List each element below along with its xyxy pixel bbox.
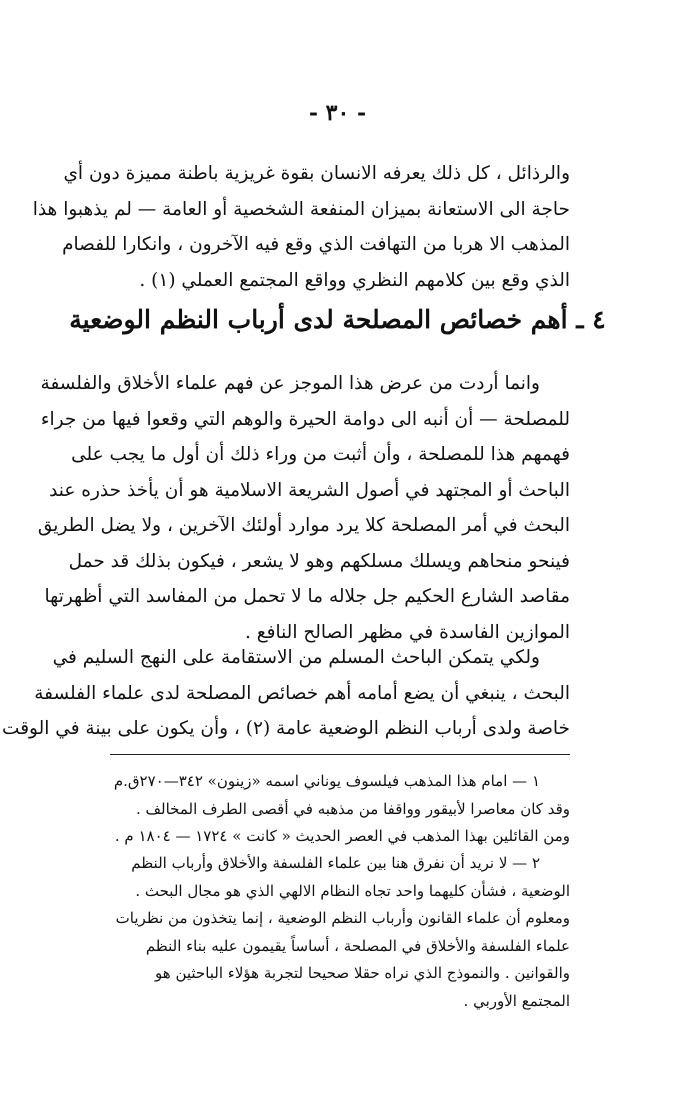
paragraph-3 (2, 640, 570, 747)
footnote-line: ٢ — لا نريد أن نفرق هنا بين علماء الفلسفة والأخلاق وأرباب النظم (131, 854, 540, 872)
footnote-line: علماء الفلسفة والأخلاق في المصلحة ، أساساً يقيمون عليه بناء النظم (145, 936, 570, 955)
footnote-line: ومعلوم أن علماء القانون وأرباب النظم الوضعية ، إنما يتخذون من نظريات (115, 909, 570, 927)
text-line: حاجة الى الاستعانة بميزان المنفعة الشخصية أو العامة — لم يذهبوا هذا (32, 198, 570, 220)
footnote-line: المجتمع الأوربي . (463, 991, 570, 1010)
paragraph-2 (37, 366, 570, 650)
text-line: وانما أردت من عرض هذا الموجز عن فهم علماء الأخلاق والفلسفة (40, 373, 540, 394)
footnote-line: ١ — امام هذا المذهب فيلسوف يوناني اسمه «زينون» ٣٤٢—٢٧٠ق.م (113, 772, 540, 790)
page-number: - ٣٠ - (308, 100, 367, 126)
text-line: فهمهم هذا للمصلحة ، وأن أثبت من وراء ذلك أن أول ما يجب على (71, 444, 570, 465)
footnote-line: ومن القائلين بهذا المذهب في العصر الحديث « كانت » ١٧٢٤ — ١٨٠٤ م . (114, 827, 570, 845)
footnote-2 (110, 850, 570, 1015)
text-line: والرذائل ، كل ذلك يعرفه الانسان بقوة غريزية باطنة مميزة دون أي (63, 163, 570, 184)
footnote-1 (110, 768, 570, 851)
text-line: ولكي يتمكن الباحث المسلم من الاستقامة على النهج السليم في (52, 647, 540, 668)
text-line: الباحث أو المجتهد في أصول الشريعة الاسلامية هو أن يأخذ حذره عند (49, 479, 570, 501)
text-line: المذهب الا هربا من التهافت الذي وقع فيه الآخرون ، وانكارا للفصام (62, 234, 570, 255)
text-line: الموازين الفاسدة في مظهر الصالح النافع . (245, 621, 570, 643)
text-line: فينحو منحاهم ويسلك مسلكهم وهو لا يشعر ، فيكون بذلك قد حمل (68, 550, 570, 572)
text-line: البحث في أمر المصلحة كلا يرد موارد أولئك الآخرين ، ولا يضل الطريق (37, 515, 570, 536)
footnote-line: وقد كان معاصرا لأبيقور وواقفا من مذهبه في أقصى الطرف المخالف . (135, 799, 570, 818)
text-line: خاصة ولدى أرباب النظم الوضعية عامة (٢) ، وأن يكون على بينة في الوقت (2, 718, 570, 739)
paragraph-1 (32, 156, 570, 298)
text-line: مقاصد الشارع الحكيم جل جلاله ما لا تحمل من المفاسد التي أظهرتها (44, 586, 570, 607)
footnote-divider (110, 754, 570, 755)
footnote-line: الوضعية ، فشأن كليهما واحد تجاه النظام الالهي الذي هو مجال البحث . (135, 881, 570, 900)
text-line: الذي وقع بين كلامهم النظري وواقع المجتمع العملي (١) . (139, 269, 570, 291)
text-line: البحث ، ينبغي أن يضع أمامه أهم خصائص المصلحة لدى علماء الفلسفة (34, 682, 570, 704)
section-heading: ٤ ـ أهم خصائص المصلحة لدى أرباب النظم الوضعية (69, 305, 606, 334)
footnote-line: والقوانين . والنموذج الذي نراه حقلا صحيحا لتجربة هؤلاء الباحثين هو (155, 964, 570, 982)
text-line: للمصلحة — أن أنبه الى دوامة الحيرة والوهم التي وقعوا فيها من جراء (40, 408, 570, 430)
